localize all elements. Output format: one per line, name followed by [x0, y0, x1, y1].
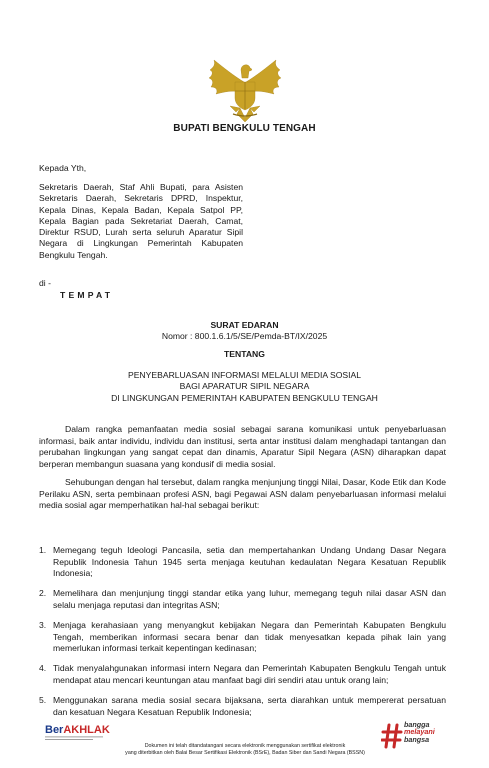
location-place: TEMPAT	[60, 290, 114, 300]
list-item-number: 4.	[39, 663, 47, 674]
list-item-number: 2.	[39, 588, 47, 599]
list-item-number: 1.	[39, 545, 47, 555]
slogan-text	[404, 721, 435, 743]
slogan-word: bangga	[404, 720, 430, 729]
circular-title: SURAT EDARAN	[210, 320, 279, 330]
list-item-text: Menggunakan sarana media sosial secara bijaksana, serta diarahkan untuk mempererat persatuan dan kesatuan Negara Kesatuan Republik Indonesia;	[53, 694, 446, 717]
subject-line: DI LINGKUNGAN PEMERINTAH KABUPATEN BENGKULU TENGAH	[111, 392, 378, 403]
list-item	[39, 588, 446, 611]
list-item	[39, 695, 446, 718]
garuda-emblem-icon	[200, 58, 290, 124]
e-signature-note	[95, 743, 395, 758]
list-item	[39, 620, 446, 655]
hashtag-icon	[381, 722, 403, 750]
instruction-list	[39, 545, 446, 727]
subject-line: BAGI APARATUR SIPIL NEGARA	[179, 381, 310, 392]
body-paragraph-2: Sehubungan dengan hal tersebut, dalam rangka menjunjung tinggi Nilai, Dasar, Kode Etik dan Kode Perilaku ASN, serta pembinaan profesi ASN, bagi Pegawai ASN dalam penyebarluasan informasi melalui media sosial agar memperhatikan hal-hal sebagai berikut:	[39, 477, 446, 511]
circular-subject	[40, 370, 449, 404]
body-paragraph-1: Dalam rangka pemanfaatan media sosial sebagai sarana komunikasi untuk penyebarluasan informasi, baik antar individu, individu dan institusi, serta antar institusi dalam menghadapi tantangan dan perubahan lingkungan yang sangat cepat dan dinamis, Aparatur Sipil Negara (ASN) diharapkan dapat berperan membangun suasana yang kondusif di media sosial.	[39, 424, 446, 469]
list-item-text: Memegang teguh Ideologi Pancasila, setia dan mempertahankan Undang Undang Dasar Negara Republik Indonesia Tahun 1945 serta menjaga keutuhan kedaulatan Negara Kesatuan Republik Indonesia;	[53, 545, 446, 579]
salutation: Kepada Yth,	[39, 163, 87, 173]
subject-line: PENYEBARLUASAN INFORMASI MELALUI MEDIA SOSIAL	[127, 370, 362, 380]
page-footer	[0, 716, 489, 768]
list-item-text: Tidak menyalahgunakan informasi intern Negara dan Pemerintah Kabupaten Bengkulu Tengah untuk mendapat atau mencari keuntungan atau manfaat bagi diri sendiri atau untuk orang lain;	[53, 663, 446, 685]
slogan-word: melayani	[404, 727, 435, 737]
e-signature-note-line: Dokumen ini telah ditandatangani secara elektronik menggunakan sertifikat elektronik	[144, 743, 346, 749]
list-item-text: Memelihara dan menjunjung tinggi standar etika yang luhur, memegang teguh nilai dasar ASN dan selalu menjaga reputasi dan integritas ASN;	[53, 588, 446, 610]
list-item-number: 5.	[39, 694, 47, 705]
list-item-text: Menjaga kerahasiaan yang menyangkut kebijakan Negara dan Pemerintah Kabupaten Bengkulu Tengah, memberikan informasi secara benar dan tidak menyesatkan kepada pihak lain yang memerlukan informasi terkait kepentingan kedinasan;	[53, 619, 446, 654]
berakhlak-logo-text: BerAKHLAK	[45, 724, 110, 736]
e-signature-note-line: yang diterbitkan oleh Balai Besar Sertifikasi Elektronik (BSrE), Badan Siber dan Sandi Negara (BSSN)	[125, 750, 365, 757]
list-item	[39, 663, 446, 686]
addressee-block: Sekretaris Daerah, Staf Ahli Bupati, para Asisten Sekretaris Daerah, Sekretaris DPRD, Inspektur, Kepala Dinas, Kepala Badan, Kepala Satpol PP, Kepala Bagian pada Sekretariat Daerah, Camat, Direktur RSUD, Lurah serta seluruh Aparatur Sipil Negara di Lingkungan Pemerintah Kabupaten Bengkulu Tengah.	[39, 182, 243, 260]
about-label: TENTANG	[224, 349, 265, 359]
location-prefix: di -	[39, 278, 51, 288]
bangga-melayani-bangsa-logo	[381, 720, 451, 752]
circular-number: Nomor : 800.1.6.1/5/SE/Pemda-BT/IX/2025	[161, 331, 328, 341]
issuer-title: BUPATI BENGKULU TENGAH	[173, 123, 316, 134]
slogan-word: bangsa	[404, 734, 430, 744]
list-item-number: 3.	[39, 619, 47, 630]
list-item	[39, 545, 446, 580]
